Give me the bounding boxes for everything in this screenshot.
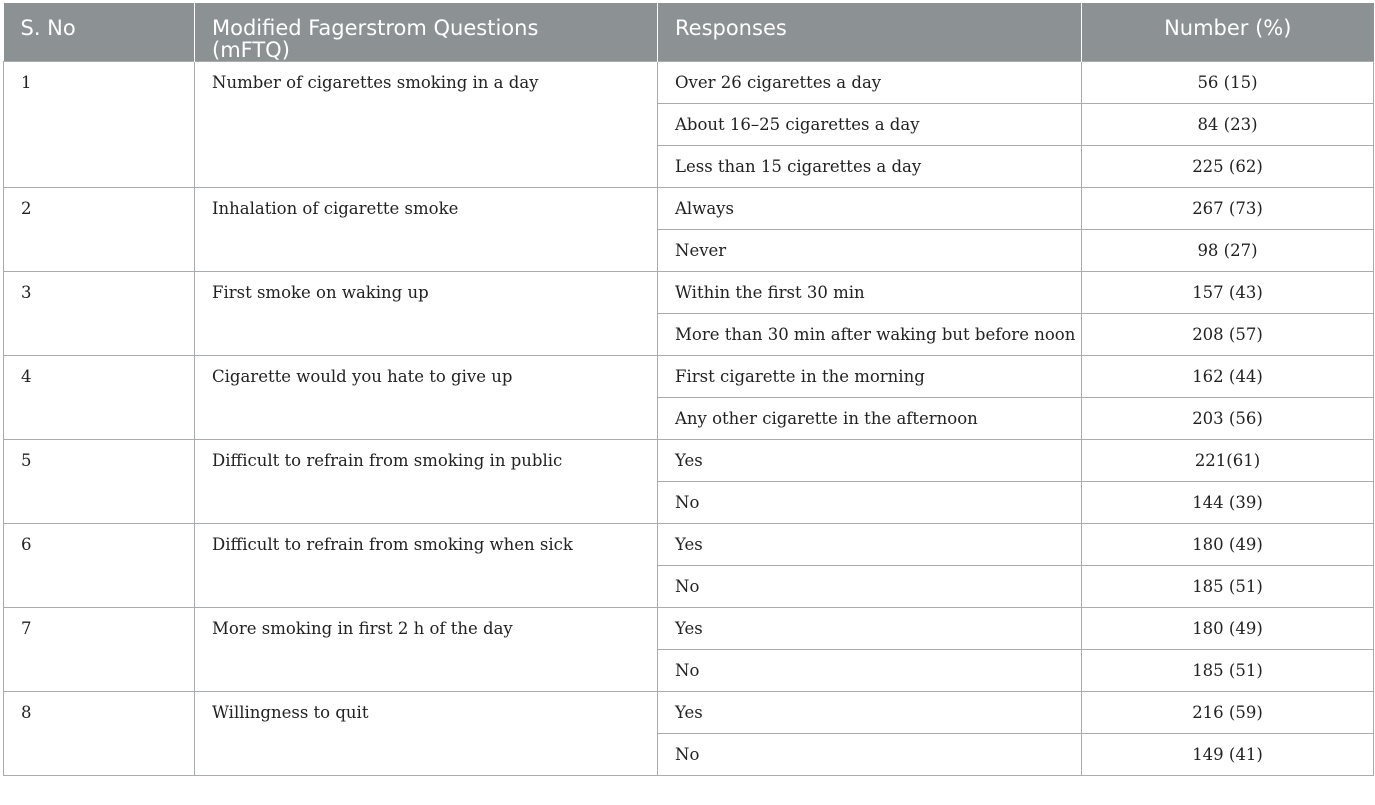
cell-question: Difficult to refrain from smoking in public (195, 440, 658, 524)
cell-sno: 5 (4, 440, 195, 524)
cell-sno: 3 (4, 272, 195, 356)
cell-number: 203 (56) (1082, 398, 1374, 440)
cell-number: 185 (51) (1082, 566, 1374, 608)
cell-response: Yes (658, 692, 1082, 734)
table-body (4, 62, 1374, 776)
cell-number: 144 (39) (1082, 482, 1374, 524)
cell-response: No (658, 650, 1082, 692)
cell-question: Difficult to refrain from smoking when sick (195, 524, 658, 608)
cell-number: 180 (49) (1082, 524, 1374, 566)
cell-number: 221(61) (1082, 440, 1374, 482)
cell-response: No (658, 482, 1082, 524)
table-row (4, 62, 1374, 104)
cell-response: About 16–25 cigarettes a day (658, 104, 1082, 146)
header-responses: Responses (658, 3, 1082, 62)
cell-response: Yes (658, 608, 1082, 650)
cell-sno: 1 (4, 62, 195, 188)
cell-number: 267 (73) (1082, 188, 1374, 230)
cell-sno: 8 (4, 692, 195, 776)
cell-question: Willingness to quit (195, 692, 658, 776)
header-sno: S. No (4, 3, 195, 62)
cell-sno: 2 (4, 188, 195, 272)
cell-number: 185 (51) (1082, 650, 1374, 692)
table-row (4, 524, 1374, 566)
table-row (4, 692, 1374, 734)
table-row (4, 440, 1374, 482)
cell-number: 180 (49) (1082, 608, 1374, 650)
header-question (195, 3, 658, 62)
cell-response: First cigarette in the morning (658, 356, 1082, 398)
cell-number: 225 (62) (1082, 146, 1374, 188)
cell-number: 98 (27) (1082, 230, 1374, 272)
cell-number: 56 (15) (1082, 62, 1374, 104)
table-row (4, 272, 1374, 314)
cell-response: Yes (658, 440, 1082, 482)
cell-response: More than 30 min after waking but before noon (658, 314, 1082, 356)
cell-question: First smoke on waking up (195, 272, 658, 356)
cell-question: Cigarette would you hate to give up (195, 356, 658, 440)
cell-sno: 6 (4, 524, 195, 608)
cell-response: Within the first 30 min (658, 272, 1082, 314)
cell-number: 149 (41) (1082, 734, 1374, 776)
cell-number: 84 (23) (1082, 104, 1374, 146)
cell-sno: 7 (4, 608, 195, 692)
cell-number: 157 (43) (1082, 272, 1374, 314)
header-question-line1: Modified Fagerstrom Questions (212, 16, 539, 40)
cell-response: Never (658, 230, 1082, 272)
table-header (4, 3, 1374, 62)
cell-response: Over 26 cigarettes a day (658, 62, 1082, 104)
cell-response: Yes (658, 524, 1082, 566)
cell-number: 162 (44) (1082, 356, 1374, 398)
header-row (4, 3, 1374, 62)
cell-sno: 4 (4, 356, 195, 440)
cell-number: 216 (59) (1082, 692, 1374, 734)
cell-response: No (658, 734, 1082, 776)
cell-response: Always (658, 188, 1082, 230)
cell-number: 208 (57) (1082, 314, 1374, 356)
table-row (4, 188, 1374, 230)
cell-response: Less than 15 cigarettes a day (658, 146, 1082, 188)
header-question-line2: (mFTQ) (212, 38, 290, 62)
cell-question: More smoking in first 2 h of the day (195, 608, 658, 692)
header-number: Number (%) (1082, 3, 1374, 62)
cell-response: Any other cigarette in the afternoon (658, 398, 1082, 440)
cell-question: Number of cigarettes smoking in a day (195, 62, 658, 188)
cell-response: No (658, 566, 1082, 608)
cell-question: Inhalation of cigarette smoke (195, 188, 658, 272)
table-row (4, 608, 1374, 650)
mftq-table (3, 3, 1374, 776)
table-row (4, 356, 1374, 398)
